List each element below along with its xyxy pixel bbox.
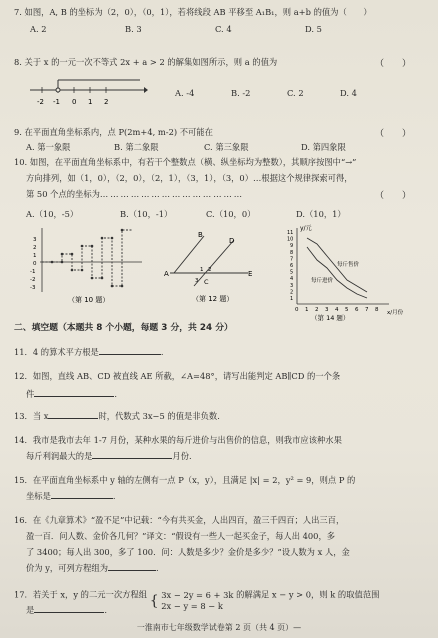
fig14-y-tick: 5	[290, 269, 294, 276]
fig10-y-tick: -3	[30, 285, 36, 291]
question-8: 8. 关于 x 的一元一次不等式 2x + a > 2 的解集如图所示，则 a 的值为	[14, 57, 278, 67]
q9-option-b: B. 第二象限	[114, 142, 159, 152]
fig12-label-a: A	[164, 270, 169, 278]
fig14-y-tick: 1	[290, 296, 294, 302]
fig14-y-tick: 11	[287, 230, 294, 236]
fig12-label-e: E	[248, 270, 253, 278]
number-line-figure	[28, 74, 148, 108]
question-15-line2: 坐标是 .	[26, 491, 116, 501]
fig14-y-label: y/元	[300, 225, 312, 232]
number-line-label: 1	[88, 98, 93, 106]
figure-14-price-chart	[283, 222, 423, 322]
fig14-y-tick: 4	[290, 276, 294, 283]
q9-option-a: A. 第一象限	[26, 142, 71, 152]
q10-option-b: B.（10，-1）	[120, 209, 173, 219]
q10-answer-paren: （ ）	[375, 191, 412, 201]
q9-option-d: D. 第四象限	[301, 142, 346, 152]
question-14-line2: 每斤利润最大的是 月份.	[26, 451, 192, 461]
q7-option-c: C. 4	[215, 24, 232, 34]
q8-answer-paren: （ ）	[375, 59, 412, 69]
fig14-y-tick: 6	[290, 263, 294, 269]
question-15-line1: 15．在平面直角坐标系中 y 轴的左侧有一点 P（x，y），且满足 |x| = 2，y² = 9，则点 P 的	[14, 475, 356, 485]
fig14-y-tick: 10	[287, 236, 294, 243]
figure-12-transversal	[160, 228, 260, 308]
figure-10-lattice-path	[30, 226, 145, 306]
q17-equation-system: 3x − 2y = 6 + 3k 2x − y = 8 − k	[161, 590, 234, 611]
figure-10-caption: （第 10 题）	[68, 296, 110, 304]
fig12-label-c: C	[204, 278, 209, 286]
number-line-label: 2	[104, 98, 109, 106]
q12-answer-blank[interactable]	[34, 396, 114, 397]
fig14-y-tick: 3	[290, 282, 294, 289]
q9-answer-paren: （ ）	[375, 129, 412, 139]
q7-option-d: D. 5	[305, 24, 322, 34]
fig12-angle-1: 1	[200, 267, 204, 273]
fig14-x-tick: 0	[295, 307, 299, 313]
q8-option-c: C. 2	[287, 88, 304, 98]
fig10-y-tick: -1	[30, 269, 36, 275]
number-line-label: 0	[72, 98, 77, 106]
q10-option-d: D.（10，1）	[296, 209, 346, 219]
page-footer: 一淮南市七年级数学试卷第 2 页（共 4 页）—	[136, 623, 302, 632]
figure-12-caption: （第 12 题）	[192, 295, 234, 303]
figure-14-caption: （第 14 题）	[311, 314, 350, 322]
fig10-y-tick: 2	[33, 245, 37, 251]
question-10-line3: 第 50 个点的坐标为……………………………………	[26, 189, 245, 199]
q11-answer-blank[interactable]	[99, 354, 161, 355]
question-16-line4: 价为 y，可列方程组为 .	[26, 563, 159, 573]
fig14-x-label: x/月份	[387, 310, 404, 316]
fig10-y-tick: -2	[30, 277, 36, 283]
fig14-y-tick: 9	[290, 243, 294, 250]
question-10-line1: 10. 如图，在平面直角坐标系中，有若干个整数点（横、纵坐标均为整数），其顺序按图中“→”	[14, 157, 357, 167]
question-7: 7. 如图，A, B 的坐标为（2，0），（0，1），若将线段 AB 平移至 A₁B₁，则 a+b 的值为（ ）	[14, 7, 372, 17]
q10-option-a: A.（10，-5）	[26, 209, 79, 219]
fig14-x-tick: 1	[305, 307, 309, 313]
fig14-x-tick: 5	[345, 307, 349, 313]
question-11: 11．4 的算术平方根是 .	[14, 347, 164, 357]
fig12-label-b: B	[198, 231, 203, 239]
fig12-angle-2: 2	[208, 267, 212, 273]
question-16-line3: 了 3400；每人出 300，多了 100．问：人数是多少？金价是多少？”设人数为 x 人，金	[26, 547, 350, 557]
q10-option-c: C.（10，0）	[206, 209, 256, 219]
question-14-line1: 14．我市是我市去年 1-7 月份，某种水果的每斤进价与出售价的信息，则我市应该种水果	[14, 435, 342, 445]
question-10-line2: 方向排列，如（1，0），（2，0），（2，1），（3，1），（3，0）…根据这个规律探索可得，	[26, 173, 353, 183]
fig10-y-tick: 3	[33, 237, 37, 243]
question-12-line1: 12．如图，直线 AB、CD 被直线 AE 所截，∠A=48°，请写出能判定 AB∥CD 的一个条	[14, 371, 341, 381]
fig14-legend-buy: 每斤进价	[311, 278, 334, 284]
fig12-angle-3: 3	[195, 278, 199, 284]
fig14-x-tick: 4	[335, 307, 339, 313]
fig10-y-tick: 0	[33, 261, 37, 267]
q7-option-b: B. 3	[125, 24, 142, 34]
fig14-y-tick: 2	[290, 289, 294, 296]
question-12-line2: 件 .	[26, 389, 117, 399]
number-line-label: -1	[53, 98, 60, 106]
q17-answer-blank[interactable]	[34, 612, 104, 613]
fig14-y-tick: 8	[290, 249, 294, 256]
q8-option-b: B. -2	[231, 88, 251, 98]
question-13: 13．当 x 时，代数式 3x−5 的值是非负数.	[14, 411, 220, 421]
question-17-line1: 17．若关于 x，y 的二元一次方程组 { 3x − 2y = 6 + 3k 2x − y = 8 − k 的解满足 x − y > 0，则 k 的取值范围	[14, 589, 380, 611]
question-9: 9. 在平面直角坐标系内，点 P(2m+4, m-2) 不可能在	[14, 127, 213, 137]
question-16-line1: 16．在《九章算术》“盈不足”中记载：“今有共买金，人出四百，盈三千四百；人出三百，	[14, 515, 345, 525]
q9-option-c: C. 第三象限	[204, 142, 249, 152]
q16-answer-blank[interactable]	[108, 570, 156, 571]
q14-answer-blank[interactable]	[92, 458, 172, 459]
fig14-x-tick: 7	[365, 307, 369, 313]
question-16-line2: 盈一百．问人数、金价各几何？”译文：“假设有一些人一起买金子，每人出 400，多	[26, 531, 336, 541]
fig14-x-tick: 3	[325, 307, 329, 313]
q8-option-a: A. -4	[175, 88, 195, 98]
fig10-y-tick: 1	[33, 253, 37, 259]
q8-option-d: D. 4	[340, 88, 357, 98]
section-2-heading: 二、填空题（本题共 8 个小题，每题 3 分，共 24 分）	[14, 323, 233, 333]
number-line-label: -2	[37, 98, 44, 106]
question-17-line2: 是 .	[26, 605, 107, 615]
q15-answer-blank[interactable]	[51, 498, 113, 499]
fig14-x-tick: 2	[315, 307, 319, 313]
fig14-x-tick: 6	[355, 307, 359, 313]
fig14-x-tick: 8	[375, 307, 379, 313]
fig12-label-d: D	[229, 237, 235, 245]
q7-option-a: A. 2	[30, 24, 47, 34]
q13-answer-blank[interactable]	[48, 418, 98, 419]
fig14-legend-sell: 每斤售价	[337, 262, 360, 268]
fig14-y-tick: 7	[290, 256, 294, 263]
